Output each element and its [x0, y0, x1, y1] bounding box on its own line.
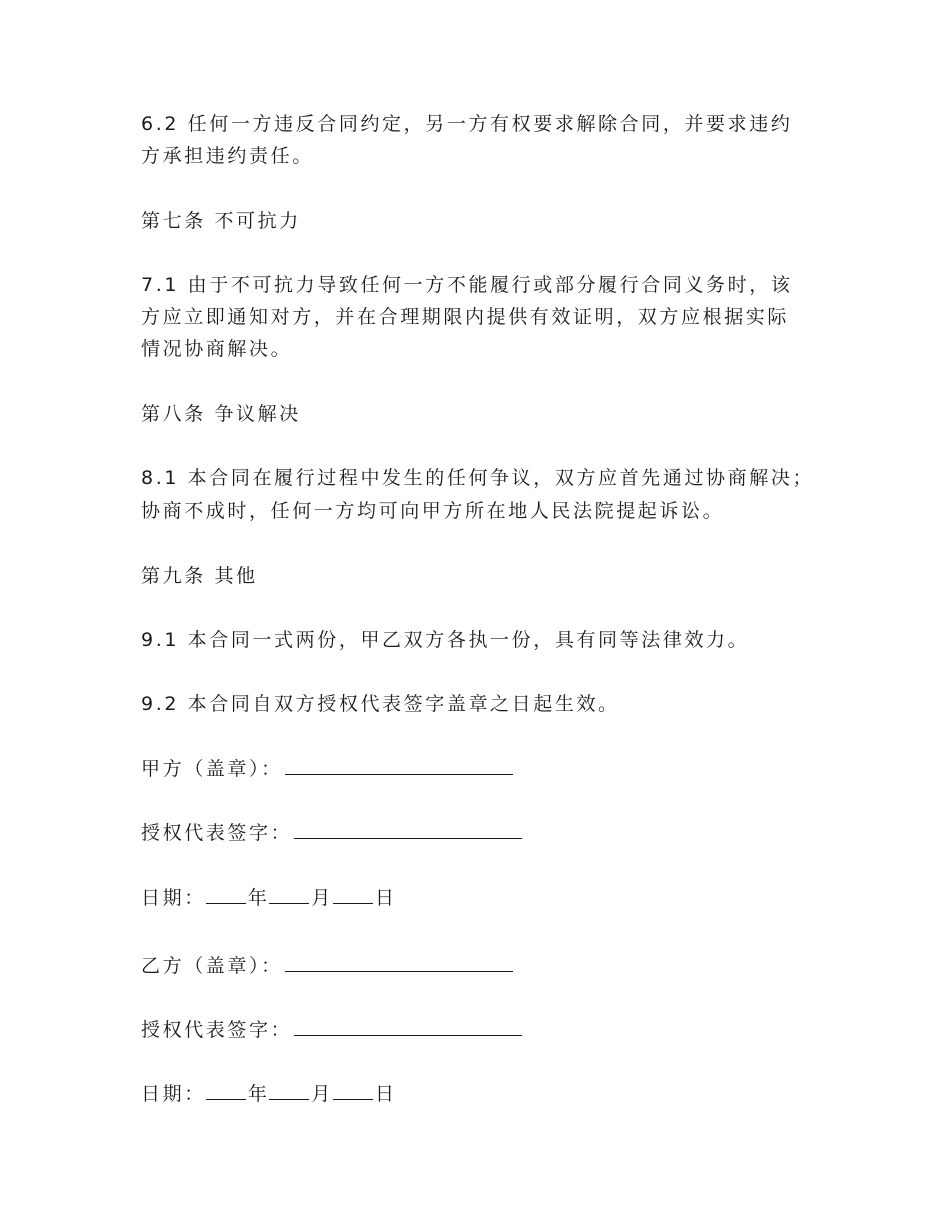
- party-a-year-label: 年: [247, 887, 270, 909]
- clause-6-2-line-1: 6.2 任何一方违反合同约定，另一方有权要求解除合同，并要求违约: [141, 113, 793, 135]
- clause-9-2: 9.2 本合同自双方授权代表签字盖章之日起生效。: [141, 693, 620, 715]
- party-b-month-blank[interactable]: [269, 1079, 309, 1100]
- party-a-signature-label: 授权代表签字：: [141, 822, 293, 844]
- clause-9-1: 9.1 本合同一式两份，甲乙双方各执一份，具有同等法律效力。: [141, 629, 750, 651]
- party-b-signature-blank[interactable]: [294, 1015, 522, 1036]
- party-a-seal-label: 甲方（盖章）：: [141, 758, 283, 780]
- party-a-day-label: 日: [375, 887, 397, 909]
- party-b-seal-blank[interactable]: [285, 951, 513, 972]
- party-a-seal-row: [141, 753, 513, 785]
- party-b-day-blank[interactable]: [333, 1079, 373, 1100]
- clause-6-2-line-2: 方承担违约责任。: [141, 145, 314, 167]
- clause-7-1-line-2: 方应立即通知对方，并在合理期限内提供有效证明，双方应根据实际: [141, 306, 790, 328]
- party-a-year-blank[interactable]: [206, 883, 246, 904]
- party-a-signature-row: [141, 817, 522, 849]
- party-a-day-blank[interactable]: [333, 883, 373, 904]
- article-8-title: 第八条 争议解决: [141, 403, 301, 425]
- party-b-seal-row: [141, 950, 513, 982]
- clause-8-1-line-2: 协商不成时，任何一方均可向甲方所在地人民法院提起诉讼。: [141, 500, 725, 522]
- party-a-seal-blank[interactable]: [285, 754, 513, 775]
- party-b-day-label: 日: [375, 1083, 397, 1105]
- clause-8-1-line-1: 8.1 本合同在履行过程中发生的任何争议，双方应首先通过协商解决；: [141, 467, 815, 489]
- party-b-signature-label: 授权代表签字：: [141, 1019, 293, 1041]
- party-b-date-label: 日期：: [141, 1083, 206, 1105]
- party-a-month-blank[interactable]: [269, 883, 309, 904]
- party-a-signature-blank[interactable]: [294, 818, 522, 839]
- article-9-title: 第九条 其他: [141, 565, 258, 587]
- clause-7-1-line-1: 7.1 由于不可抗力导致任何一方不能履行或部分履行合同义务时，该: [141, 274, 793, 296]
- party-b-year-label: 年: [247, 1083, 270, 1105]
- party-b-date-row: [141, 1078, 397, 1110]
- party-b-year-blank[interactable]: [206, 1079, 246, 1100]
- party-b-signature-row: [141, 1014, 522, 1046]
- clause-7-1-line-3: 情况协商解决。: [141, 338, 293, 360]
- party-a-month-label: 月: [311, 887, 334, 909]
- party-b-seal-label: 乙方（盖章）：: [141, 955, 283, 977]
- party-a-date-row: [141, 882, 397, 914]
- article-7-title: 第七条 不可抗力: [141, 210, 301, 232]
- party-a-date-label: 日期：: [141, 887, 206, 909]
- party-b-month-label: 月: [311, 1083, 334, 1105]
